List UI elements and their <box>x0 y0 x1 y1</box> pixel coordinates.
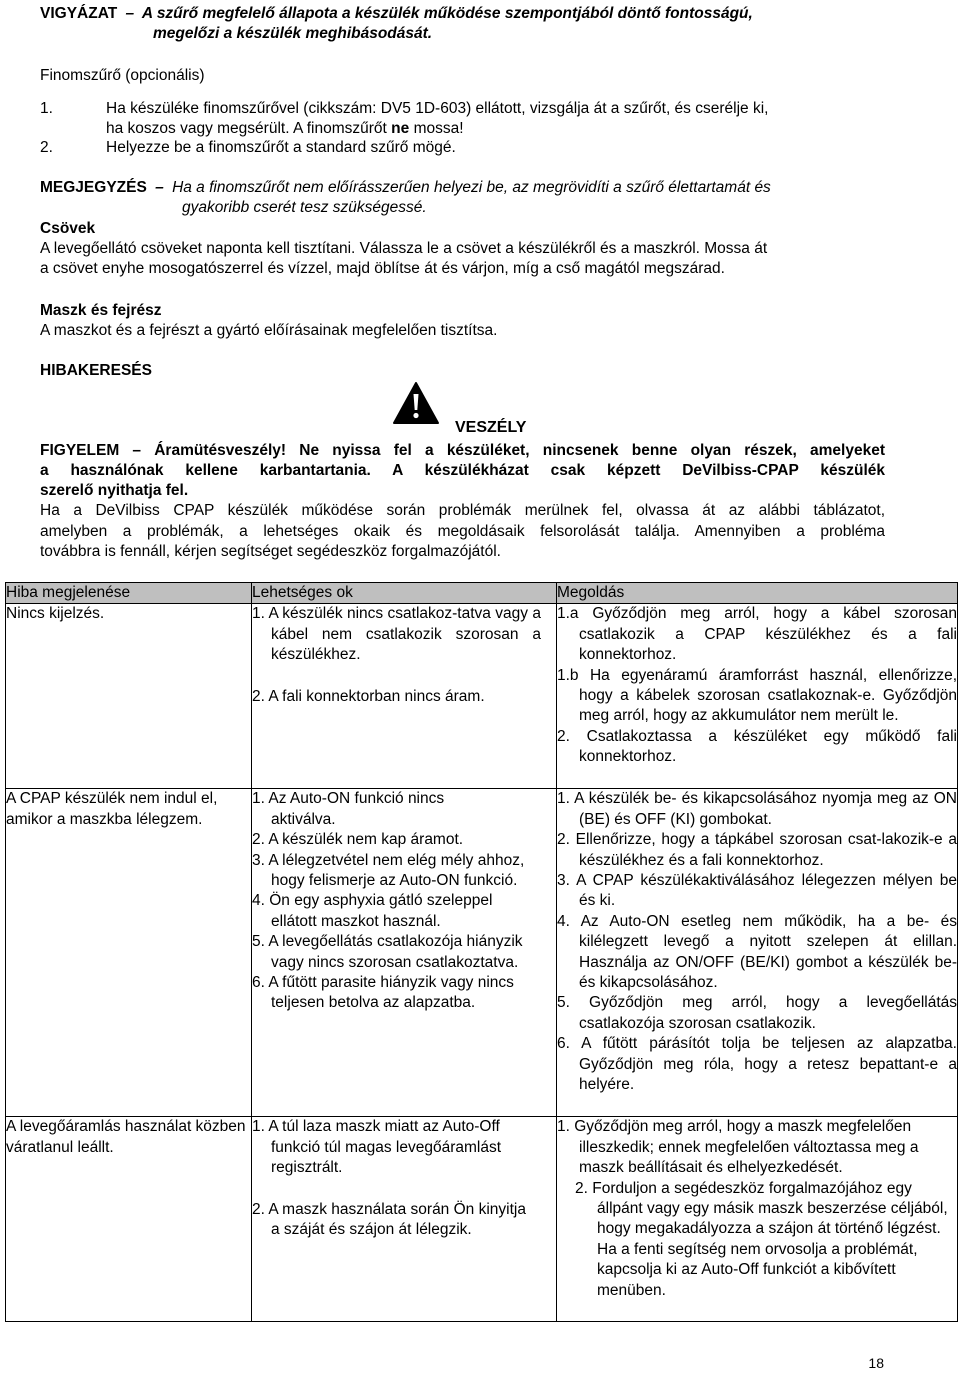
row3-causes <box>252 1117 557 1322</box>
attention-line1: Ha a DeVilbiss CPAP készülék működése során problémák merülnek fel, olvassa át az alábbi táblázatot, <box>40 502 885 519</box>
table-row <box>6 1117 958 1322</box>
attention-bold-line1: FIGYELEM – Áramütésveszély! Ne nyissa fel a készüléket, nincsenek benne olyan részek, amelyeket <box>40 442 885 459</box>
row1-solution-2: 1.b Ha egyenáramú áramforrást használ, ellenőrizze, hogy a kábelek szorosan csatlakoznak-e. Győződjön meg arról, hogy az akkumulátor nem merült le. <box>557 666 957 725</box>
header-solution: Megoldás <box>557 583 958 604</box>
row2-solution-6: 6. A fűtött párásítót tolja be teljesen az alapzatba. Győződjön meg róla, hogy a retesz bepattant-e a helyére. <box>557 1035 957 1094</box>
row2-cause-4: 4. Ön egy asphyxia gátló szeleppel ellátott maszkot használ. <box>252 892 493 930</box>
row3-solutions <box>557 1117 958 1322</box>
row3-cause-2: 2. A maszk használata során Ön kinyitja a száját és szájon át lélegzik. <box>252 1200 526 1239</box>
fine-filter-item1-num: 1. <box>40 100 53 117</box>
fine-filter-item1-line2a: ha koszos vagy megsérült. A finomszűrőt <box>106 120 392 137</box>
row3-solution-2: 2. Forduljon a segédeszköz forgalmazójához egy állpánt vagy egy másik maszk beszerzése céljából, hogy megakadályozza a szájon át történő légzést. Ha a fenti segítség nem orvosolja a problémát, kapcsolja ki az Auto-Off funkciót a kibővített menüben. <box>575 1179 948 1299</box>
note-paragraph <box>40 178 920 198</box>
note-text-line2: gyakoribb cserét tesz szükségessé. <box>182 199 427 216</box>
fine-filter-item2-num: 2. <box>40 139 53 156</box>
attention-bold-line3: szerelő nyithatja fel. <box>40 482 189 499</box>
attention-line3: továbbra is fennáll, kérjen segítséget segédeszköz forgalmazójától. <box>40 543 501 560</box>
row1-causes <box>252 604 557 789</box>
row2-cause-6: 6. A fűtött parasite hiányzik vagy nincs teljesen betolva az alapzatba. <box>252 974 514 1012</box>
warning-triangle-icon <box>392 381 440 425</box>
row2-solutions <box>557 789 958 1117</box>
row2-cause-1: 1. Az Auto-ON funkció nincs aktiválva. <box>252 790 445 828</box>
attention-line2: amelyben a problémák, a lehetséges okaik és megoldásaik felsorolását találja. Amennyiben a probléma <box>40 523 885 540</box>
table-row <box>6 789 958 1117</box>
caution-text-line2: megelőzi a készülék meghibásodását. <box>153 25 433 42</box>
row1-solution-1: 1.a Győződjön meg arról, hogy a kábel szorosan csatlakozik a CPAP készülékhez és a fali konnektorhoz. <box>557 605 957 664</box>
header-problem: Hiba megjelenése <box>6 583 252 604</box>
row3-problem: A levegőáramlás használat közben váratlanul leállt. <box>6 1117 252 1322</box>
note-dash: – <box>155 179 164 196</box>
row3-solution-1: 1. Győződjön meg arról, hogy a maszk megfelelően illeszkedik; ennek megfelelően változtassa meg a maszk beállításait és elhelyezkedését. <box>557 1118 919 1177</box>
row1-solution-3: 2. Csatlakoztassa a készüléket egy működő fali konnektorhoz. <box>557 727 957 766</box>
tubes-heading: Csövek <box>40 220 96 237</box>
row2-problem: A CPAP készülék nem indul el, amikor a maszkba lélegzem. <box>6 789 252 1117</box>
row2-solution-4: 4. Az Auto-ON esetleg nem működik, ha a be- és kilélegzett levegő a nyitott szelepen át elillan. Használja az ON/OFF (BE/KI) gombot a készülék be- és kikapcsolásához. <box>557 912 957 992</box>
row2-solution-2: 2. Ellenőrizze, hogy a tápkábel szorosan csat-lakozik-e a készülékhez és a fali konnektorhoz. <box>557 831 957 869</box>
fine-filter-heading: Finomszűrő (opcionális) <box>40 67 205 84</box>
tubes-line2: a csövet enyhe mosogatószerrel és vízzel, majd öblítse át és várjon, míg a cső magától megszárad. <box>40 260 725 277</box>
row3-cause-1: 1. A túl laza maszk miatt az Auto-Off funkció túl magas levegőáramlást regisztrált. <box>252 1118 502 1177</box>
page-number: 18 <box>868 1355 884 1371</box>
row1-solutions <box>557 604 958 789</box>
fine-filter-item1-line2 <box>106 119 464 139</box>
row2-solution-1: 1. A készülék be- és kikapcsolásához nyomja meg az ON (BE) és OFF (KI) gombokat. <box>557 790 957 828</box>
row2-cause-2: 2. A készülék nem kap áramot. <box>252 831 464 849</box>
row2-cause-5: 5. A levegőellátás csatlakozója hiányzik vagy nincs szorosan csatlakoztatva. <box>252 933 523 971</box>
fine-filter-item1-line2c: mossa! <box>409 120 464 137</box>
mask-heading: Maszk és fejrész <box>40 302 162 319</box>
row1-cause-2: 2. A fali konnektorban nincs áram. <box>252 687 485 705</box>
fine-filter-item2-text: Helyezze be a finomszűrőt a standard szűrő mögé. <box>106 139 456 156</box>
danger-label: VESZÉLY <box>455 419 527 436</box>
attention-bold-line2: a használónak kellene karbantartania. A készülékházat csak képzett DeVilbiss-CPAP készülék <box>40 462 885 479</box>
table-row <box>6 604 958 789</box>
troubleshooting-table <box>5 582 958 1322</box>
note-label: MEGJEGYZÉS <box>40 179 147 196</box>
row2-cause-3: 3. A lélegzetvétel nem elég mély ahhoz, hogy felismerje az Auto-ON funkció. <box>252 851 525 890</box>
caution-dash: – <box>125 5 135 22</box>
row2-causes <box>252 789 557 1117</box>
row2-solution-5: 5. Győződjön meg arról, hogy a levegőellátás csatlakozója szorosan csatlakozik. <box>557 994 957 1032</box>
table-header-row <box>6 583 958 604</box>
caution-paragraph <box>40 4 920 24</box>
troubleshooting-heading: HIBAKERESÉS <box>40 362 152 379</box>
caution-label: VIGYÁZAT <box>40 5 118 22</box>
fine-filter-item1-line1: Ha készüléke finomszűrővel (cikkszám: DV5 1D-603) ellátott, vizsgálja át a szűrőt, és cserélje ki, <box>106 100 769 117</box>
row2-solution-3: 3. A CPAP készülékaktiválásához lélegezzen mélyen be és ki. <box>557 872 957 910</box>
row1-problem: Nincs kijelzés. <box>6 604 252 789</box>
row1-cause-1: 1. A készülék nincs csatlakoz-tatva vagy a kábel nem csatlakozik szorosan a készülékhez. <box>252 605 541 664</box>
tubes-line1: A levegőellátó csöveket naponta kell tisztítani. Válassza le a csövet a készülékről és a maszkról. Mossa át <box>40 240 768 257</box>
note-text-line1: Ha a finomszűrőt nem előírásszerűen helyezi be, az megrövidíti a szűrő élettartamát és <box>172 179 771 196</box>
header-cause: Lehetséges ok <box>252 583 557 604</box>
fine-filter-item1-line2b: ne <box>391 120 410 137</box>
mask-line1: A maszkot és a fejrészt a gyártó előírásainak megfelelően tisztítsa. <box>40 322 498 339</box>
caution-text-line1: A szűrő megfelelő állapota a készülék működése szempontjából döntő fontosságú, <box>141 5 753 22</box>
